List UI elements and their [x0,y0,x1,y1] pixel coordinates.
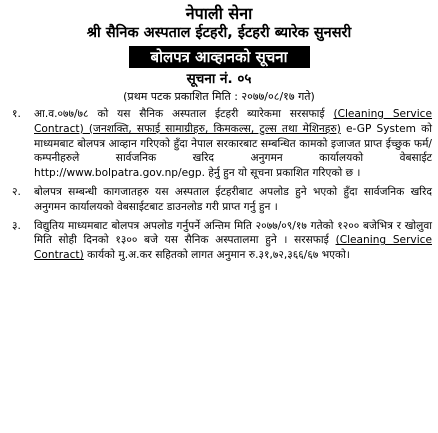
list-item [6,185,432,215]
underlined-text: (Cleaning Service Contract) [34,234,432,262]
item-number: ३. [12,219,21,232]
notice-number: सूचना नं. ०५ [186,71,252,87]
publish-date: (प्रथम पटक प्रकाशित मिति : २०७७/०८/१७ गते) [123,90,315,103]
item-body [34,107,432,181]
item-text: e-GP System को माध्यमबाट बोलपत्र आव्हान गरिएको हुँदा नेपाल सरकारबाट सम्बन्धित कामको इजाजत प्राप्त ईच्छुक फर्म/कम्पनीहरुले सार्वजनिक खरिद अनुगमन कार्यालयको वेबसाईट http://www.bolpatra.gov.np/egp. हेर्नु हुन यो सूचना प्रकाशित गरिएको छ । [34,122,432,180]
item-text: आ.व.०७७/७८ को यस सैनिक अस्पताल ईटहरी ब्यारेकमा सरसफाई [34,108,334,120]
banner-wrap [6,46,432,68]
item-number: १. [12,108,21,120]
banner-title: बोलपत्र आव्हानको सूचना [129,46,310,68]
hospital-line: श्री सैनिक अस्पताल ईटहरी, ईटहरी ब्यारेक सुनसरी [86,25,352,41]
list-item [6,219,432,263]
item-text: कार्यको मु.अ.कर सहितको लागत अनुमान रु.३१,७२,३६६/६७ भएको। [83,249,350,262]
item-text: विद्युतिय माध्यमबाट बोलपत्र अपलोड गर्नुपर्ने अन्तिम मिति २०७७/०९/१७ गतेको १२०० बजेभित्र र खोलुवा मिति सोही दिनको १३०० बजे यस सैनिक अस्पतालमा हुने । सरसफाई [34,219,432,247]
list-item [6,107,432,181]
item-body: बोलपत्र सम्बन्धी कागजातहरु यस अस्पताल ईटहरीबाट अपलोड हुने भएको हुँदा सार्वजनिक खरिद अनुगमन कार्यालयको वेबसाईटबाट डाउनलोड गरी प्राप्त गर्नु हुन । [34,185,432,213]
underlined-text: (Cleaning Service Contract) (जनशक्ति, सफाई सामाग्रीहरु, किमकल्स, टुल्स तथा मेशिनहरु) [34,108,432,135]
item-number: २. [12,185,21,198]
org-name: नेपाली सेना [185,4,253,23]
item-body [34,219,432,263]
